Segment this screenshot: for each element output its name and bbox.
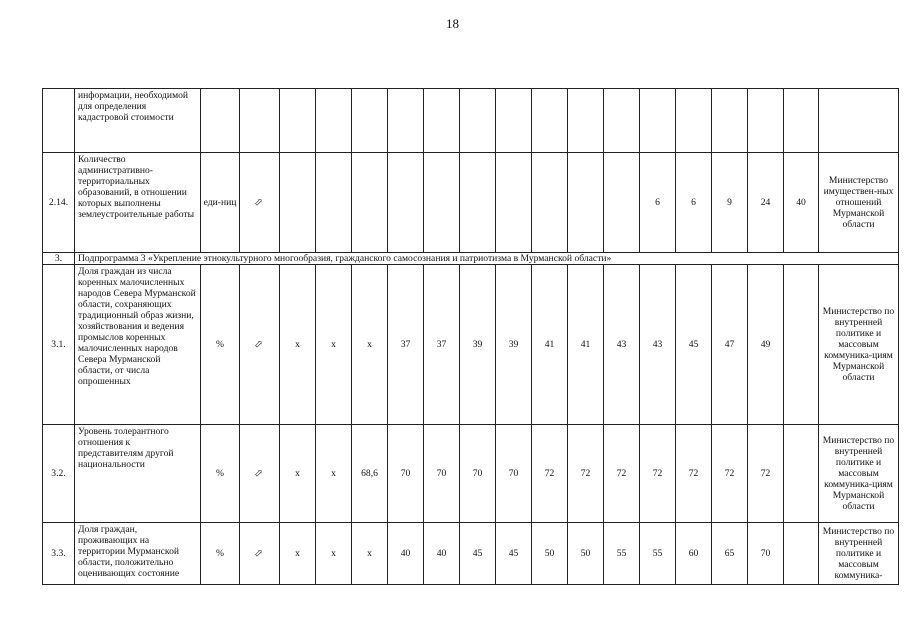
value-cell — [712, 89, 748, 153]
value-cell — [568, 89, 604, 153]
value-cell: 45 — [676, 265, 712, 425]
indicator-name: Доля граждан из числа коренных малочисленных народов Севера Мурманской области, сохраняющих традиционный образ жизни, хозяйствования и ведения промыслов коренных малочисленных народов Севера Мурманской области, от числа опрошенных — [75, 265, 201, 425]
indicator-name: Доля граждан, проживающих на территории Мурманской области, положительно оценивающих состояние — [75, 523, 201, 585]
indicator-name: Уровень толерантного отношения к представителям другой национальности — [75, 425, 201, 523]
value-cell: 72 — [748, 425, 784, 523]
value-cell: 70 — [496, 425, 532, 523]
value-cell — [784, 425, 819, 523]
table-row — [43, 523, 899, 585]
trend-cell — [240, 89, 280, 153]
row-number: 3.1. — [43, 265, 75, 425]
unit-cell: % — [201, 265, 240, 425]
value-cell: 45 — [460, 523, 496, 585]
value-cell: х — [352, 523, 388, 585]
value-cell: 39 — [496, 265, 532, 425]
table-row — [43, 425, 899, 523]
value-cell: 50 — [568, 523, 604, 585]
value-cell: 40 — [388, 523, 424, 585]
value-cell — [352, 153, 388, 253]
arrow-up-right-icon: ⇨ — [252, 337, 267, 352]
value-cell: х — [352, 265, 388, 425]
value-cell: х — [280, 425, 316, 523]
value-cell: 72 — [712, 425, 748, 523]
value-cell: 70 — [460, 425, 496, 523]
value-cell: 39 — [460, 265, 496, 425]
responsible-cell: Министерство по внутренней политике и массовым коммуника-циям Мурманской области — [819, 265, 899, 425]
value-cell: 55 — [604, 523, 640, 585]
value-cell: х — [280, 265, 316, 425]
value-cell — [676, 89, 712, 153]
row-number — [43, 89, 75, 153]
value-cell — [424, 153, 460, 253]
value-cell: 45 — [496, 523, 532, 585]
value-cell: х — [316, 523, 352, 585]
value-cell: 65 — [712, 523, 748, 585]
value-cell — [460, 89, 496, 153]
value-cell: 72 — [604, 425, 640, 523]
responsible-cell — [819, 89, 899, 153]
value-cell: х — [316, 425, 352, 523]
value-cell — [496, 153, 532, 253]
value-cell: 70 — [748, 523, 784, 585]
value-cell: 72 — [532, 425, 568, 523]
value-cell — [784, 523, 819, 585]
value-cell: 68,6 — [352, 425, 388, 523]
value-cell: х — [280, 523, 316, 585]
value-cell — [460, 153, 496, 253]
value-cell: 43 — [604, 265, 640, 425]
value-cell — [316, 153, 352, 253]
value-cell: 41 — [568, 265, 604, 425]
responsible-cell: Министерство имуществен-ных отношений Мурманской области — [819, 153, 899, 253]
value-cell: 37 — [388, 265, 424, 425]
value-cell: 50 — [532, 523, 568, 585]
value-cell — [280, 89, 316, 153]
trend-cell — [240, 265, 280, 425]
unit-cell: % — [201, 425, 240, 523]
value-cell: 72 — [568, 425, 604, 523]
subprogram-row — [43, 253, 899, 265]
value-cell: 70 — [424, 425, 460, 523]
value-cell — [280, 153, 316, 253]
value-cell: 9 — [712, 153, 748, 253]
unit-cell: еди-ниц — [201, 153, 240, 253]
value-cell — [784, 265, 819, 425]
arrow-up-right-icon: ⇨ — [252, 546, 267, 561]
table-row — [43, 89, 899, 153]
row-number: 3.2. — [43, 425, 75, 523]
indicators-table — [42, 88, 899, 585]
value-cell: 6 — [640, 153, 676, 253]
page-number: 18 — [446, 16, 459, 31]
trend-cell — [240, 523, 280, 585]
table-row — [43, 265, 899, 425]
arrow-up-right-icon: ⇨ — [252, 195, 267, 210]
value-cell — [388, 153, 424, 253]
value-cell: 55 — [640, 523, 676, 585]
value-cell: 70 — [388, 425, 424, 523]
value-cell: 49 — [748, 265, 784, 425]
value-cell: 40 — [424, 523, 460, 585]
row-number: 3. — [43, 253, 75, 265]
table-row — [43, 153, 899, 253]
arrow-up-right-icon: ⇨ — [252, 466, 267, 481]
unit-cell — [201, 89, 240, 153]
value-cell — [532, 89, 568, 153]
row-number: 2.14. — [43, 153, 75, 253]
value-cell — [532, 153, 568, 253]
trend-cell — [240, 153, 280, 253]
value-cell: 72 — [640, 425, 676, 523]
indicator-name: Количество административно-территориальных образований, в отношении которых выполнены землеустроительные работы — [75, 153, 201, 253]
value-cell — [424, 89, 460, 153]
responsible-cell: Министерство по внутренней политике и массовым коммуника- — [819, 523, 899, 585]
value-cell: 37 — [424, 265, 460, 425]
value-cell — [604, 89, 640, 153]
value-cell — [388, 89, 424, 153]
value-cell — [496, 89, 532, 153]
value-cell — [352, 89, 388, 153]
value-cell: 41 — [532, 265, 568, 425]
value-cell: х — [316, 265, 352, 425]
value-cell: 60 — [676, 523, 712, 585]
responsible-cell: Министерство по внутренней политике и массовым коммуника-циям Мурманской области — [819, 425, 899, 523]
value-cell: 6 — [676, 153, 712, 253]
unit-cell: % — [201, 523, 240, 585]
value-cell — [604, 153, 640, 253]
value-cell — [316, 89, 352, 153]
value-cell — [568, 153, 604, 253]
row-number: 3.3. — [43, 523, 75, 585]
value-cell — [640, 89, 676, 153]
value-cell: 40 — [784, 153, 819, 253]
subprogram-title: Подпрограмма 3 «Укрепление этнокультурного многообразия, гражданского самосознания и патриотизма в Мурманской области» — [75, 253, 899, 265]
value-cell: 43 — [640, 265, 676, 425]
value-cell: 47 — [712, 265, 748, 425]
indicator-name: информации, необходимой для определения кадастровой стоимости — [75, 89, 201, 153]
value-cell: 72 — [676, 425, 712, 523]
value-cell — [748, 89, 784, 153]
trend-cell — [240, 425, 280, 523]
value-cell: 24 — [748, 153, 784, 253]
value-cell — [784, 89, 819, 153]
